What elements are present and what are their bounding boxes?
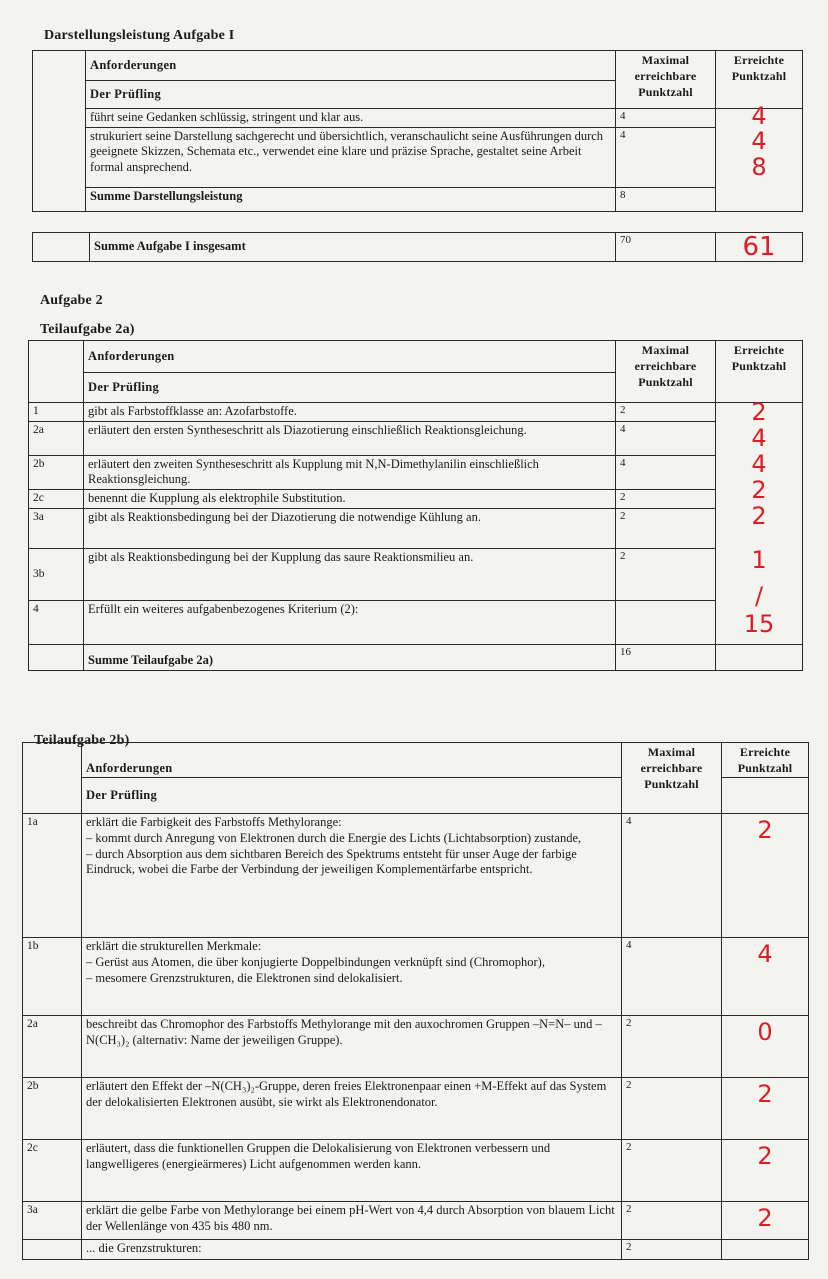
- row-number: 1: [29, 403, 84, 422]
- table1-header-pruefling: Der Prüfling: [86, 81, 616, 109]
- row-subpoint: – Gerüst aus Atomen, die über konjugierte Doppelbindungen verknüpft sind (Chromophor),: [86, 955, 545, 969]
- aufgabe2-heading: Aufgabe 2: [40, 293, 103, 308]
- table1-header-anforderungen: Anforderungen: [86, 51, 616, 81]
- table-row: [29, 600, 803, 644]
- row-text: erläutert den ersten Syntheseschritt als Diazotierung einschließlich Reaktionsgleichung.: [84, 421, 616, 455]
- total-aufgabe1-max: 70: [616, 233, 716, 262]
- handwritten-score: 15: [743, 610, 775, 638]
- table2a-header-anforderungen: Anforderungen: [84, 341, 616, 373]
- row-subpoint: – durch Absorption aus dem sichtbaren Bereich des Spektrums entsteht für unser Auge der farbige Eindruck, wobei die Farbe der Verbindung der jeweiligen Komplementärfarbe entspricht.: [86, 846, 577, 877]
- row-number: 2a: [23, 1016, 82, 1078]
- row-text: erläutert, dass die funktionellen Gruppen die Delokalisierung von Elektronen verbessern und langwelligeres (energieärmeres) Licht aufgenommen werden kann.: [82, 1140, 622, 1202]
- row-max: 2: [622, 1078, 722, 1140]
- handwritten-score: [722, 1240, 809, 1260]
- row-number: 2a: [29, 421, 84, 455]
- handwritten-score: 1: [751, 546, 767, 574]
- handwritten-score: 2: [722, 1202, 809, 1240]
- row-max: 4: [622, 938, 722, 1016]
- table-row: [29, 455, 803, 489]
- teilaufgabe-2b-heading: Teilaufgabe 2b): [34, 733, 130, 748]
- row-subpoint: – kommt durch Anregung von Elektronen durch die Energie des Lichts (Lichtabsorption) zustande,: [86, 831, 582, 845]
- table-row: [29, 508, 803, 548]
- row-text: erklärt die strukturellen Merkmale:: [86, 939, 262, 954]
- table-row: [29, 403, 803, 422]
- handwritten-score: 4: [751, 424, 767, 452]
- row-max: 2: [616, 489, 716, 508]
- handwritten-score: 2: [722, 1140, 809, 1202]
- table1-sum-label: Summe Darstellungsleistung: [86, 187, 616, 211]
- table1: [32, 50, 803, 212]
- row-text: gibt als Reaktionsbedingung bei der Kupplung das saure Reaktionsmilieu an.: [84, 548, 616, 600]
- table-row: [23, 1202, 809, 1240]
- row-text: erläutert den Effekt der –N(CH₃)₂-Gruppe, deren freies Elektronenpaar einen +M-Effekt auf das System der delokalisierten Elektronen ausübt, sie wirkt als Elektronendonator.: [82, 1078, 622, 1140]
- table2a-sum-max: 16: [616, 644, 716, 670]
- row-max: 4: [616, 455, 716, 489]
- row-number: 3b: [29, 548, 84, 600]
- handwritten-score: 0: [722, 1016, 809, 1078]
- row-max: 2: [622, 1202, 722, 1240]
- table2b-header-max: Maximal erreichbare Punktzahl: [622, 743, 722, 814]
- handwritten-score: 4: [751, 450, 767, 478]
- table1-num-column: [33, 51, 86, 212]
- row-max: 2: [622, 1140, 722, 1202]
- table1-header-achieved: Erreichte Punktzahl: [716, 51, 803, 109]
- row-text: erläutert den zweiten Syntheseschritt als Kupplung mit N,N-Dimethylanilin einschließlich Reaktionsgleichung.: [84, 455, 616, 489]
- table2a-header-pruefling: Der Prüfling: [84, 373, 616, 403]
- handwritten-score: 4: [751, 102, 767, 130]
- row-text: erklärt die gelbe Farbe von Methylorange bei einem pH-Wert von 4,4 durch Absorption von blauem Licht der Wellenlänge von 435 bis 480 nm.: [82, 1202, 622, 1240]
- table-2a: [28, 340, 803, 671]
- handwritten-score: 2: [751, 476, 767, 504]
- row-subpoint: – mesomere Grenzstrukturen, die Elektronen sind delokalisiert.: [86, 970, 403, 985]
- row-number: 3a: [29, 508, 84, 548]
- row-max: 2: [616, 403, 716, 422]
- table-row: [23, 1016, 809, 1078]
- row-max: 2: [622, 1016, 722, 1078]
- table-row: [23, 938, 809, 1016]
- total-aufgabe1-achieved: 61: [716, 233, 803, 262]
- row-max: [616, 600, 716, 644]
- row-number: [23, 1240, 82, 1260]
- handwritten-score: 8: [751, 153, 767, 181]
- table1-heading: Darstellungsleistung Aufgabe I: [44, 28, 235, 43]
- row-number: 4: [29, 600, 84, 644]
- table1-row-max: 4: [616, 109, 716, 128]
- row-text: Erfüllt ein weiteres aufgabenbezogenes Kriterium (2):: [84, 600, 616, 644]
- handwritten-score: 2: [722, 814, 809, 938]
- row-number: 1b: [23, 938, 82, 1016]
- table2a-header-achieved: Erreichte Punktzahl: [716, 341, 803, 403]
- total-aufgabe1-label: Summe Aufgabe I insgesamt: [90, 233, 616, 262]
- table1-achieved-cell: [716, 102, 803, 212]
- total-aufgabe1: [32, 232, 803, 262]
- table1-row-max: 4: [616, 127, 716, 187]
- table-row: [23, 1078, 809, 1140]
- row-number: 2c: [29, 489, 84, 508]
- handwritten-score: 4: [722, 938, 809, 1016]
- handwritten-score: 2: [751, 398, 767, 426]
- table-row: [23, 1140, 809, 1202]
- handwritten-score: 2: [751, 502, 767, 530]
- table2a-sum-label: Summe Teilaufgabe 2a): [84, 644, 616, 670]
- row-max: 2: [616, 548, 716, 600]
- row-text: beschreibt das Chromophor des Farbstoffs Methylorange mit den auxochromen Gruppen –N=N– und –N(CH₃)₂ (alternativ: Name der jeweiligen Gruppe).: [82, 1016, 622, 1078]
- table-row: [29, 489, 803, 508]
- table1-row-text: strukuriert seine Darstellung sachgerecht und übersichtlich, veranschaulicht seine Ausführungen durch geeignete Skizzen, Schemata etc., verwendet eine klare und präzise Sprache, gestaltet seine Arbeit formal ansprechend.: [86, 127, 616, 187]
- teilaufgabe-2a-heading: Teilaufgabe 2a): [40, 322, 135, 337]
- table-row: [29, 421, 803, 455]
- row-max: 4: [616, 421, 716, 455]
- row-text-cell: [82, 814, 622, 938]
- table2a-header-max: Maximal erreichbare Punktzahl: [616, 341, 716, 403]
- row-number: 3a: [23, 1202, 82, 1240]
- table1-sum-max: 8: [616, 187, 716, 211]
- table1-header-max: Maximal erreichbare Punktzahl: [616, 51, 716, 109]
- table2b-header-achieved: Erreichte Punktzahl: [722, 743, 809, 778]
- row-number: 2c: [23, 1140, 82, 1202]
- handwritten-score: 4: [751, 127, 767, 155]
- row-max: 2: [622, 1240, 722, 1260]
- row-number: 1a: [23, 814, 82, 938]
- row-number: 2b: [29, 455, 84, 489]
- table-row: [23, 814, 809, 938]
- row-number: 2b: [23, 1078, 82, 1140]
- table-2b: [22, 742, 809, 1260]
- row-max: 4: [622, 814, 722, 938]
- row-text: erklärt die Farbigkeit des Farbstoffs Methylorange:: [86, 815, 342, 830]
- table-row: [23, 1240, 809, 1260]
- table2b-header-pruefling: Der Prüfling: [82, 778, 622, 814]
- handwritten-score: /: [754, 582, 764, 610]
- row-text: benennt die Kupplung als elektrophile Substitution.: [84, 489, 616, 508]
- table2a-achieved-cell: [716, 398, 803, 645]
- handwritten-score: 2: [722, 1078, 809, 1140]
- row-text: ... die Grenzstrukturen:: [82, 1240, 622, 1260]
- row-text-cell: [82, 938, 622, 1016]
- table1-row-text: führt seine Gedanken schlüssig, stringent und klar aus.: [86, 109, 616, 128]
- table-row: [29, 548, 803, 600]
- row-max: 2: [616, 508, 716, 548]
- row-text: gibt als Reaktionsbedingung bei der Diazotierung die notwendige Kühlung an.: [84, 508, 616, 548]
- table2b-header-anforderungen: Anforderungen: [82, 743, 622, 778]
- row-text: gibt als Farbstoffklasse an: Azofarbstoffe.: [84, 403, 616, 422]
